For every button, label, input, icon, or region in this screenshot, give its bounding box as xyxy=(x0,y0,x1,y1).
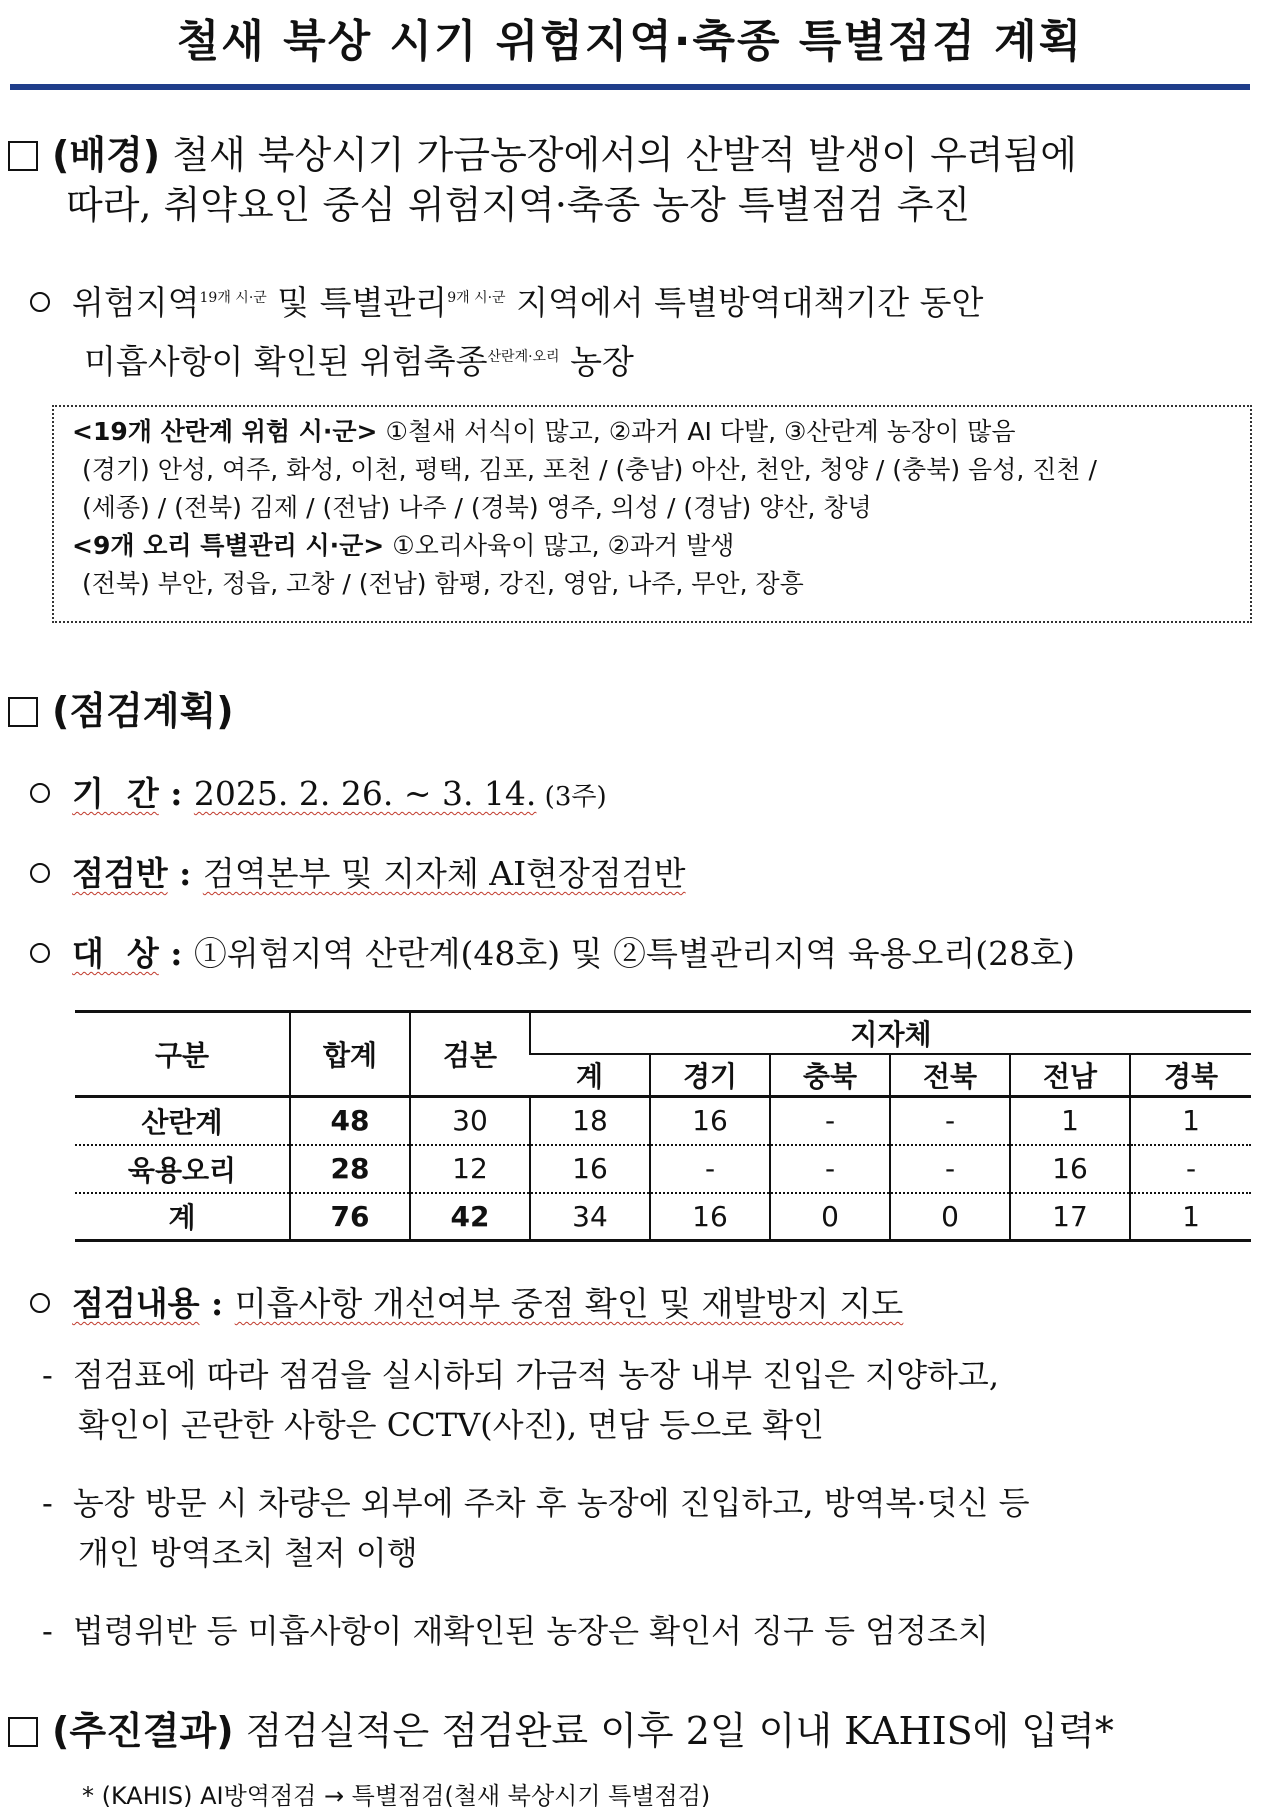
table-cell: 0 xyxy=(770,1193,890,1241)
subheader-chungbuk: 충북 xyxy=(770,1054,890,1097)
period-label: 기 간 xyxy=(72,774,159,813)
result-text: 점검실적은 점검완료 이후 2일 이내 KAHIS에 입력* xyxy=(245,1709,1114,1753)
table-cell: 16 xyxy=(650,1097,770,1145)
farm-text: 농장 xyxy=(559,342,634,381)
table-cell: 1 xyxy=(1130,1193,1251,1241)
header-qia: 검본 xyxy=(410,1012,530,1097)
detail-3-line-1: 법령위반 등 미흡사항이 재확인된 농장은 확인서 징구 등 엄정조치 xyxy=(72,1612,989,1650)
title-underline xyxy=(10,84,1250,90)
table-cell: 1 xyxy=(1130,1097,1251,1145)
detail-2-line-1: 농장 방문 시 차량은 외부에 주차 후 농장에 진입하고, 방역복·덧신 등 xyxy=(72,1484,1030,1522)
plan-label: (점검계획) xyxy=(52,689,234,733)
period-note: (3주) xyxy=(536,782,607,812)
duck-special-regions: (전북) 부안, 정읍, 고창 / (전남) 함평, 강진, 영암, 나주, 무안, 장흥 xyxy=(82,569,804,598)
period-value: 2025. 2. 26. ~ 3. 14. xyxy=(193,774,537,813)
circle-bullet-icon xyxy=(30,943,50,963)
detail-1-line-1: 점검표에 따라 점검을 실시하되 가금적 농장 내부 진입은 지양하고, xyxy=(72,1356,999,1394)
table-cell: - xyxy=(770,1145,890,1193)
target-item: 대 상 : ①위험지역 산란계(48호) 및 ②특별관리지역 육용오리(28호) xyxy=(30,930,1075,978)
table-cell: 34 xyxy=(530,1193,650,1241)
title-area xyxy=(10,6,1250,86)
header-category: 구분 xyxy=(75,1012,290,1097)
row-label: 계 xyxy=(168,1201,196,1235)
table-cell: 42 xyxy=(410,1193,530,1241)
header-local-gov: 지자체 xyxy=(530,1012,1251,1055)
table-cell: 0 xyxy=(890,1193,1010,1241)
team-value: 검역본부 및 지자체 AI현장점검반 xyxy=(202,854,686,893)
circle-bullet-icon xyxy=(30,783,50,803)
result-section xyxy=(8,1706,1114,1756)
row-label: 육용오리 xyxy=(127,1153,237,1187)
content-value: 미흡사항 개선여부 중점 확인 및 재발방지 지도 xyxy=(234,1284,904,1323)
table-cell: 12 xyxy=(410,1145,530,1193)
risk-region-box xyxy=(52,405,1252,623)
result-label: (추진결과) xyxy=(52,1709,234,1753)
detail-3: - 법령위반 등 미흡사항이 재확인된 농장은 확인서 징구 등 엄정조치 xyxy=(42,1612,989,1650)
period-item: 기 간 : 2025. 2. 26. ~ 3. 14. (3주) xyxy=(30,770,607,821)
target-table xyxy=(75,1010,1251,1242)
section-box-icon xyxy=(8,141,38,171)
circle-bullet-icon xyxy=(30,292,50,312)
target-label: 대 상 xyxy=(72,934,159,973)
row-label: 산란계 xyxy=(141,1105,223,1139)
subheader-jeonnam: 전남 xyxy=(1010,1054,1130,1097)
duck-special-heading: <9개 오리 특별관리 시·군> xyxy=(72,531,385,560)
background-section xyxy=(8,130,1253,230)
background-text-2: 따라, 취약요인 중심 위험지역·축종 농장 특별점검 추진 xyxy=(66,183,971,227)
detail-1: - 점검표에 따라 점검을 실시하되 가금적 농장 내부 진입은 지양하고, 확인이 곤란한 사항은 CCTV(사진), 면담 등으로 확인 xyxy=(42,1350,1257,1450)
table-row xyxy=(75,1145,1251,1193)
detail-1-line-2: 확인이 곤란한 사항은 CCTV(사진), 면담 등으로 확인 xyxy=(78,1406,825,1444)
table-cell: 1 xyxy=(1010,1097,1130,1145)
circle-bullet-icon xyxy=(30,1293,50,1313)
risk-species-sup: 산란계·오리 xyxy=(487,349,560,365)
background-bullet xyxy=(30,274,1255,386)
special-area-text: 및 특별관리 xyxy=(266,283,448,322)
table-cell: - xyxy=(890,1145,1010,1193)
header-total: 합계 xyxy=(290,1012,410,1097)
table-cell: - xyxy=(890,1097,1010,1145)
subheader-gyeongbuk: 경북 xyxy=(1130,1054,1251,1097)
table-cell: - xyxy=(770,1097,890,1145)
layer-risk-heading: <19개 산란계 위험 시·군> xyxy=(72,417,378,446)
page-title: 철새 북상 시기 위험지역·축종 특별점검 계획 xyxy=(176,16,1084,67)
table-cell: 16 xyxy=(530,1145,650,1193)
table-cell: 48 xyxy=(290,1097,410,1145)
section-box-icon xyxy=(8,697,38,727)
subheader-sum: 계 xyxy=(530,1054,650,1097)
period-text: 지역에서 특별방역대책기간 동안 xyxy=(505,283,984,322)
detail-2-line-2: 개인 방역조치 철저 이행 xyxy=(78,1534,418,1572)
table-cell: 17 xyxy=(1010,1193,1130,1241)
special-area-sup: 9개 시·군 xyxy=(447,290,506,306)
target-value: ①위험지역 산란계(48호) 및 ②특별관리지역 육용오리(28호) xyxy=(193,934,1075,973)
table-cell: 16 xyxy=(650,1193,770,1241)
plan-section xyxy=(8,686,234,736)
duck-special-reason: ①오리사육이 많고, ②과거 발생 xyxy=(384,531,735,560)
risk-area-text: 위험지역 xyxy=(72,283,200,322)
background-label: (배경) xyxy=(52,133,161,177)
subheader-gyeonggi: 경기 xyxy=(650,1054,770,1097)
table-cell: - xyxy=(1130,1145,1251,1193)
background-text-1: 철새 북상시기 가금농장에서의 산발적 발생이 우려됨에 xyxy=(172,133,1077,177)
detail-2: - 농장 방문 시 차량은 외부에 주차 후 농장에 진입하고, 방역복·덧신 등 개인 방역조치 철저 이행 xyxy=(42,1478,1257,1578)
table-cell: 28 xyxy=(290,1145,410,1193)
table-row xyxy=(75,1193,1251,1241)
content-label: 점검내용 xyxy=(72,1284,200,1323)
layer-risk-regions-2: (세종) / (전북) 김제 / (전남) 나주 / (경북) 영주, 의성 / (경남) 양산, 창녕 xyxy=(82,493,872,522)
layer-risk-regions-1: (경기) 안성, 여주, 화성, 이천, 평택, 김포, 포천 / (충남) 아산, 천안, 청양 / (충북) 음성, 진천 / xyxy=(82,455,1097,484)
circle-bullet-icon xyxy=(30,863,50,883)
section-box-icon xyxy=(8,1717,38,1747)
content-item: 점검내용 : 미흡사항 개선여부 중점 확인 및 재발방지 지도 xyxy=(30,1280,903,1328)
team-label: 점검반 xyxy=(72,854,168,893)
layer-risk-reason: ①철새 서식이 많고, ②과거 AI 다발, ③산란계 농장이 많음 xyxy=(377,417,1016,446)
table-row xyxy=(75,1097,1251,1145)
team-item: 점검반 : 검역본부 및 지자체 AI현장점검반 xyxy=(30,850,686,898)
risk-species-text: 미흡사항이 확인된 위험축종 xyxy=(84,342,488,381)
result-footnote: * (KAHIS) AI방역점검 → 특별점검(철새 북상시기 특별점검) xyxy=(82,1782,711,1810)
table-cell: 76 xyxy=(290,1193,410,1241)
table-cell: 16 xyxy=(1010,1145,1130,1193)
subheader-jeonbuk: 전북 xyxy=(890,1054,1010,1097)
risk-area-sup: 19개 시·군 xyxy=(199,290,267,306)
table-cell: - xyxy=(650,1145,770,1193)
table-cell: 18 xyxy=(530,1097,650,1145)
table-cell: 30 xyxy=(410,1097,530,1145)
